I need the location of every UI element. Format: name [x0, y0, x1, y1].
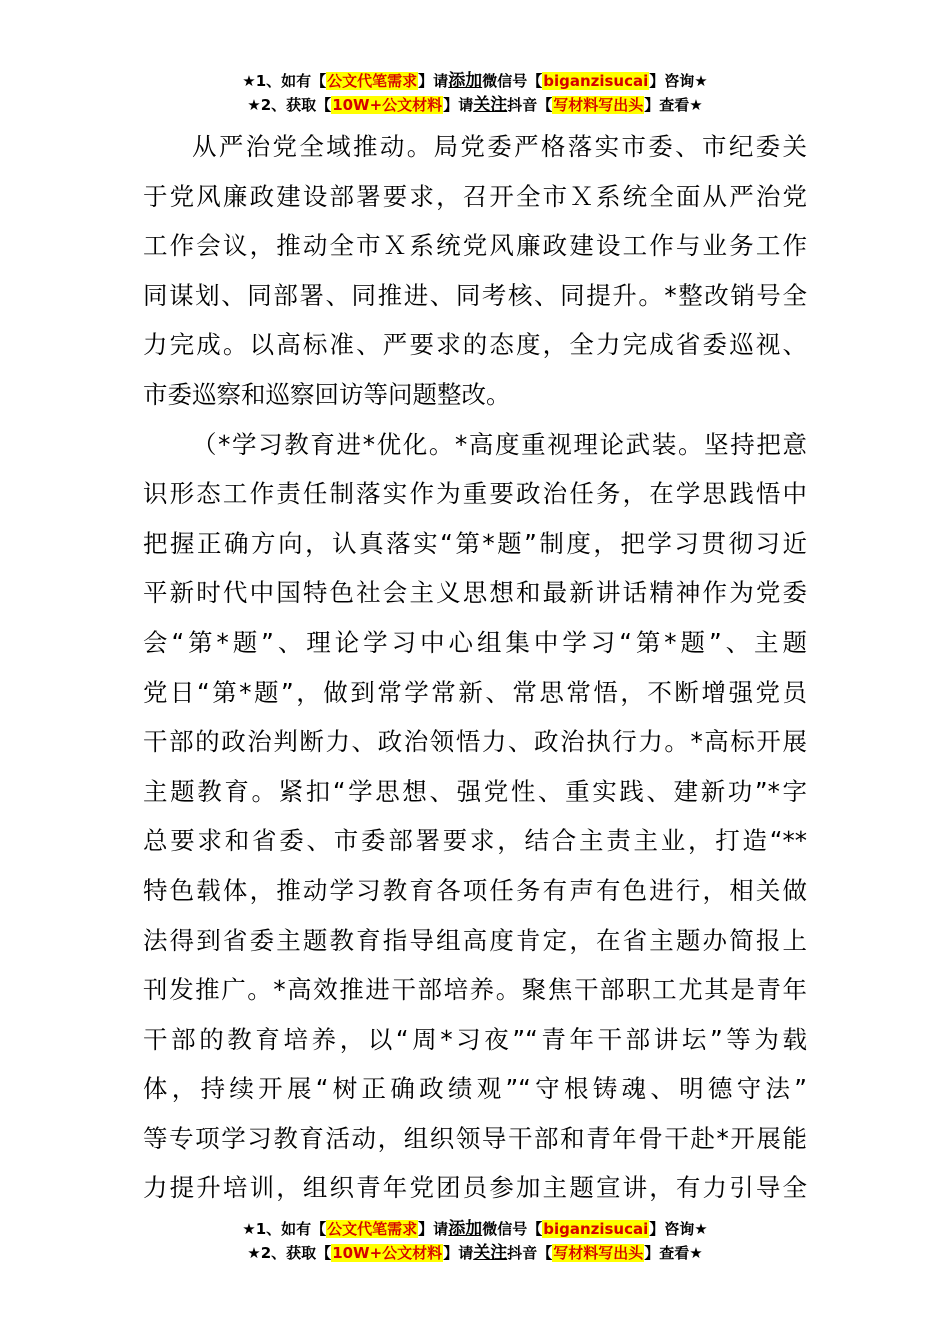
body-line: 力完成。以高标准、严要求的态度，全力完成省委巡视、	[143, 330, 807, 360]
body-line: 等专项学习教育活动，组织领导干部和青年骨干赴*开展能	[143, 1123, 807, 1153]
header-text: 】查看★	[644, 96, 703, 114]
highlight-text: 公文代笔需求	[327, 72, 418, 90]
header-text: 】请	[418, 72, 449, 90]
body-line: （*学习教育进*优化。*高度重视理论武装。坚持把意	[192, 429, 807, 459]
footer-text: 】请	[418, 1220, 449, 1238]
body-line: 主题教育。紧扣“学思想、强党性、重实践、建新功”*字	[143, 776, 807, 806]
highlight-text: 10W+公文材料	[332, 96, 443, 114]
header-text: 】咨询★	[649, 72, 708, 90]
header-text: ★1、如有【	[242, 72, 327, 90]
body-line: 从严治党全域推动。局党委严格落实市委、市纪委关	[192, 132, 807, 161]
footer-text: 】请	[443, 1244, 474, 1262]
header-text: 抖音【	[507, 96, 553, 114]
header-text: ★2、获取【	[247, 96, 332, 114]
footer-line-1	[0, 1217, 950, 1241]
body-line: 力提升培训，组织青年党团员参加主题宣讲，有力引导全	[143, 1173, 807, 1203]
footer-text: ★1、如有【	[242, 1220, 327, 1238]
header-line-1	[0, 69, 950, 93]
body-line: 市委巡察和巡察回访等问题整改。	[143, 379, 511, 409]
body-line: 总要求和省委、市委部署要求，结合主责主业，打造“**	[143, 826, 807, 856]
body-line: 于党风廉政建设部署要求，召开全市Ｘ系统全面从严治党	[143, 181, 807, 211]
footer-text: 】查看★	[644, 1244, 703, 1262]
underlined-text: 添加	[448, 71, 483, 91]
footer-line-2	[0, 1241, 950, 1265]
douyin-highlight: 写材料写出头	[553, 96, 644, 114]
body-line: 识形态工作责任制落实作为重要政治任务，在学思践悟中	[143, 479, 807, 509]
body-line: 法得到省委主题教育指导组高度肯定，在省主题办简报上	[143, 925, 807, 955]
header-banner	[0, 69, 950, 117]
footer-text: 微信号【	[482, 1220, 543, 1238]
document-body	[143, 122, 807, 1213]
wechat-id-highlight: biganzisucai	[543, 72, 649, 90]
wechat-id-highlight: biganzisucai	[543, 1220, 649, 1238]
header-line-2	[0, 93, 950, 117]
highlight-text: 10W+公文材料	[332, 1244, 443, 1262]
underlined-text: 添加	[448, 1219, 483, 1239]
body-line: 同谋划、同部署、同推进、同考核、同提升。*整改销号全	[143, 280, 807, 310]
body-line: 平新时代中国特色社会主义思想和最新讲话精神作为党委	[143, 578, 807, 608]
header-text: 】请	[443, 96, 474, 114]
footer-text: 】咨询★	[649, 1220, 708, 1238]
underlined-text: 关注	[473, 1243, 508, 1263]
body-line: 特色载体，推动学习教育各项任务有声有色进行，相关做	[143, 875, 807, 905]
body-line: 工作会议，推动全市Ｘ系统党风廉政建设工作与业务工作	[143, 231, 807, 261]
body-line: 干部的教育培养，以“周*习夜”“青年干部讲坛”等为载	[143, 1024, 807, 1054]
body-line: 刊发推广。*高效推进干部培养。聚焦干部职工尤其是青年	[143, 975, 807, 1005]
footer-text: ★2、获取【	[247, 1244, 332, 1262]
body-line: 党日“第*题”，做到常学常新、常思常悟，不断增强党员	[143, 677, 807, 707]
body-line: 干部的政治判断力、政治领悟力、政治执行力。*高标开展	[143, 727, 807, 757]
footer-banner	[0, 1217, 950, 1265]
underlined-text: 关注	[473, 95, 508, 115]
body-line: 把握正确方向，认真落实“第*题”制度，把学习贯彻习近	[143, 528, 807, 558]
body-line: 会“第*题”、理论学习中心组集中学习“第*题”、主题	[143, 627, 807, 657]
header-text: 微信号【	[482, 72, 543, 90]
body-line: 体，持续开展“树正确政绩观”“守根铸魂、明德守法”	[143, 1074, 807, 1104]
footer-text: 抖音【	[507, 1244, 553, 1262]
douyin-highlight: 写材料写出头	[553, 1244, 644, 1262]
highlight-text: 公文代笔需求	[327, 1220, 418, 1238]
